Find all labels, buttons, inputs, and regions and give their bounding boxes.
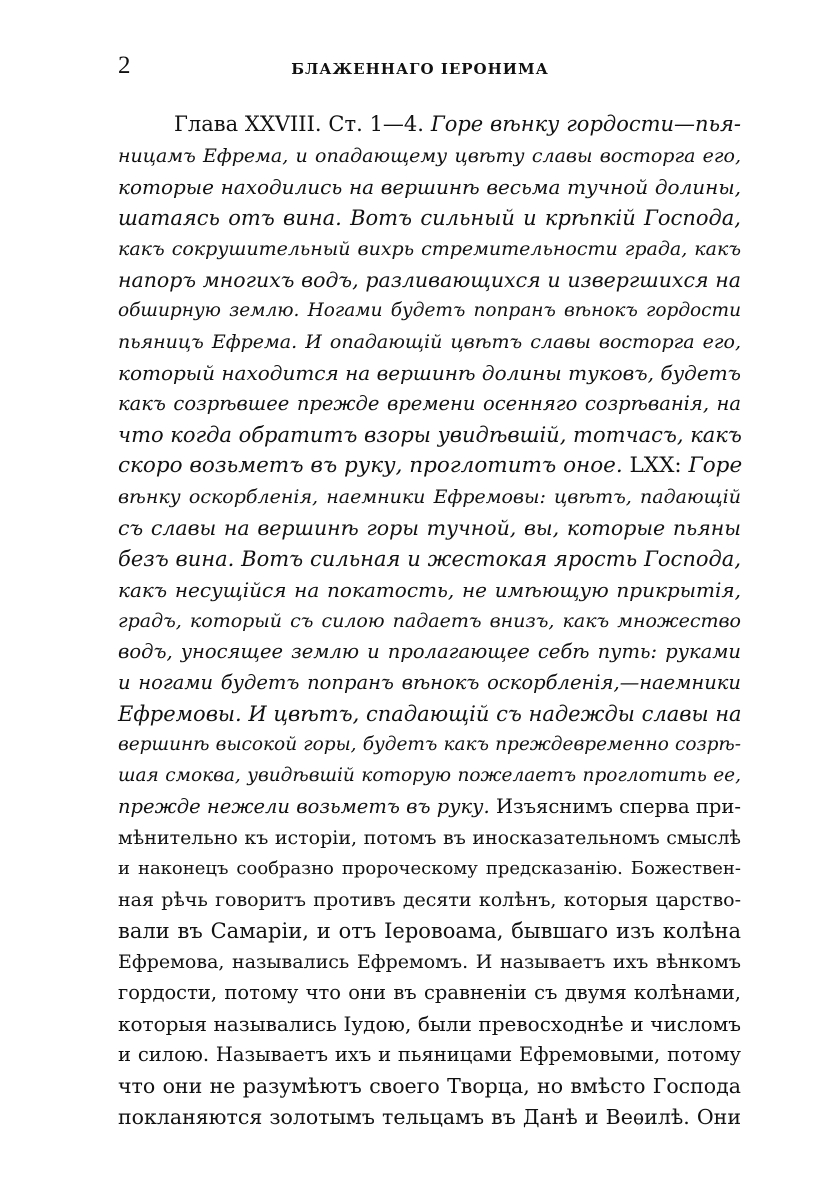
text-line: безъ вина. Вотъ сильная и жестокая ярость Господа, (118, 547, 741, 571)
text-line: и силою. Называетъ ихъ и пьяницами Ефремовыми, потому (118, 1043, 741, 1066)
text-line: ная рѣчь говоритъ противъ десяти колѣнъ, которыя царство- (118, 889, 741, 911)
text-line: вершинѣ высокой горы, будетъ какъ преждевременно созрѣ- (118, 734, 741, 755)
text-line: градъ, который съ силою падаетъ внизъ, какъ множество (118, 610, 741, 632)
text-line (174, 108, 741, 140)
text-line: вали въ Самаріи, и отъ Іеровоама, бывшаго изъ колѣна (118, 919, 741, 943)
text-line: какъ сокрушительный вихрь стремительности града, какъ (118, 238, 741, 260)
text-line: Ефремовы. И цвѣтъ, спадающій съ надежды славы на (118, 702, 742, 726)
text-line: и ногами будетъ попранъ вѣнокъ оскорбленія,—наемники (118, 671, 741, 694)
text-line: покланяются золотымъ тельцамъ въ Данѣ и Веѳилѣ. Они (118, 1105, 741, 1129)
text-line: гордости, потому что они въ сравненіи съ двумя колѣнами, (118, 981, 741, 1004)
text-line: мѣнительно къ исторіи, потомъ въ иносказательномъ смыслѣ (118, 827, 741, 849)
text-line: шатаясь отъ вина. Вотъ сильный и крѣпкій Господа, (118, 206, 741, 230)
text-line: которые находились на вершинѣ весьма тучной долины, (118, 175, 741, 199)
text-line: вѣнку оскорбленія, наемники Ефремовы: цвѣтъ, падающій (118, 486, 741, 508)
running-title: БЛАЖЕННАГО ІЕРОНИМА (291, 60, 549, 78)
source-reference: LXX: (629, 453, 689, 478)
text-line: обширную землю. Ногами будетъ попранъ вѣнокъ гордости (118, 300, 741, 321)
quote-text: Горе вѣнку гордости—пья- (430, 112, 741, 136)
text-line: какъ несущійся на покатость, не имѣющую прикрытія, (118, 578, 741, 602)
text-line: какъ созрѣвшее прежде времени осенняго созрѣванія, на (118, 392, 741, 415)
text-line: шая смоква, увидѣвшій которую пожелаетъ проглотить ее, (118, 765, 741, 786)
text-line (118, 450, 741, 482)
text-line: ницамъ Ефрема, и опадающему цвѣту славы восторга его, (118, 145, 741, 167)
text-line: Ефремова, назывались Ефремомъ. И называетъ ихъ вѣнкомъ (118, 951, 741, 973)
text-line: напоръ многихъ водъ, разливающихся и извергшихся на (118, 268, 741, 292)
text-line: который находится на вершинѣ долины туковъ, будетъ (118, 361, 741, 385)
quote-text: скоро возьметъ въ руку, проглотитъ оное. (118, 453, 630, 478)
page-number: 2 (118, 52, 131, 79)
quote-text: Горе (688, 453, 743, 478)
text-line: что они не разумѣютъ своего Творца, но вмѣсто Господа (118, 1074, 741, 1098)
text-line: пьяницъ Ефрема. И опадающій цвѣтъ славы восторга его, (118, 331, 741, 353)
chapter-reference: Глава XXVIII. Ст. 1—4. (174, 112, 431, 136)
text-line (118, 791, 741, 823)
text-line: и наконецъ сообразно пророческому предсказанію. Божествен- (118, 858, 741, 879)
quote-text: прежде нежели возьметъ въ руку. (118, 795, 496, 818)
text-line: что когда обратитъ взоры увидѣвшій, тотчасъ, какъ (118, 423, 742, 447)
text-line: съ славы на вершинѣ горы тучной, вы, которые пьяны (118, 516, 741, 540)
text-line: водъ, уносящее землю и пролагающее себѣ путь: руками (118, 640, 741, 663)
commentary-text: Изъяснимъ сперва при- (495, 795, 741, 818)
text-line: которыя назывались Іудою, были превосходнѣе и числомъ (118, 1012, 741, 1036)
